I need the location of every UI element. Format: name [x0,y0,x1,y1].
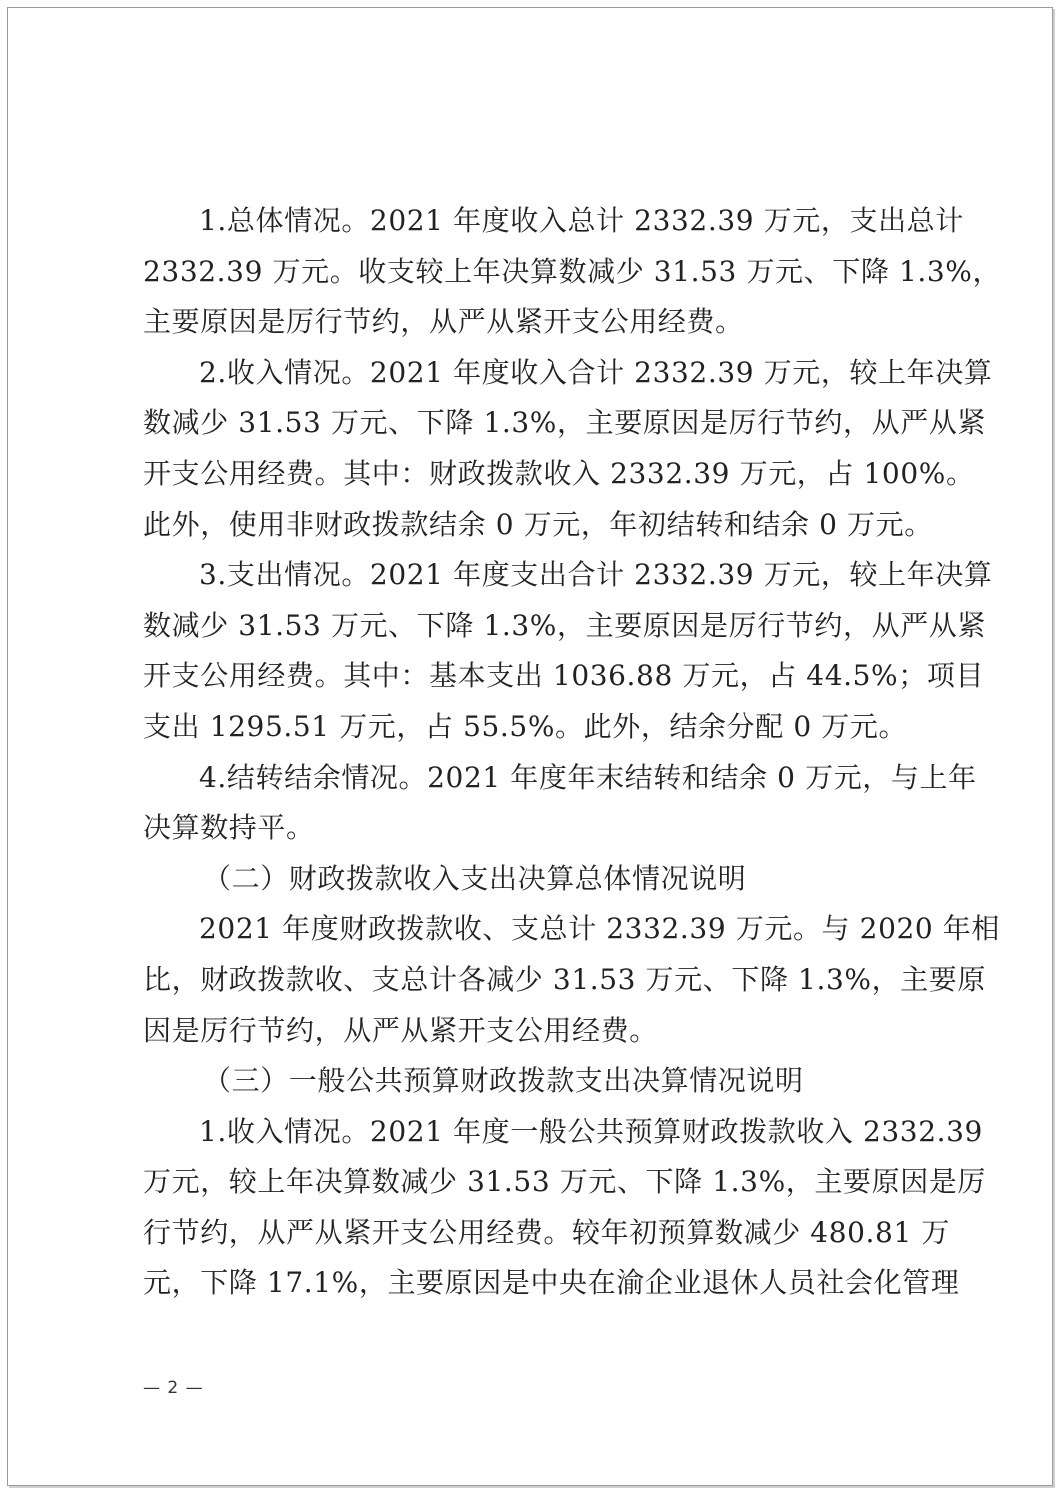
paragraph-line: 元，下降 17.1%，主要原因是中央在渝企业退休人员社会化管理 [143,1266,960,1300]
paragraph-line: 万元，较上年决算数减少 31.53 万元、下降 1.3%，主要原因是厉 [143,1165,986,1199]
paragraph-line: 3.支出情况。2021 年度支出合计 2332.39 万元，较上年决算 [199,558,993,592]
section-heading: （二）财政拨款收入支出决算总体情况说明 [203,861,747,895]
document-body [143,196,1002,1309]
paragraph-line: 主要原因是厉行节约，从严从紧开支公用经费。 [143,305,744,339]
paragraph-line: 行节约，从严从紧开支公用经费。较年初预算数减少 480.81 万 [143,1215,950,1249]
page-number: — 2 — [143,1378,204,1398]
paragraph-line: 2.收入情况。2021 年度收入合计 2332.39 万元，较上年决算 [199,355,993,389]
paragraph-line: 比，财政拨款收、支总计各减少 31.53 万元、下降 1.3%，主要原 [143,962,986,996]
paragraph-line: 2332.39 万元。收支较上年决算数减少 31.53 万元、下降 1.3%， [143,254,1002,288]
paragraph-line: 1.收入情况。2021 年度一般公共预算财政拨款收入 2332.39 [199,1114,983,1148]
paragraph-line: 数减少 31.53 万元、下降 1.3%，主要原因是厉行节约，从严从紧 [143,608,986,642]
paragraph-line: 开支公用经费。其中：财政拨款收入 2332.39 万元，占 100%。 [143,456,975,490]
paragraph-line: 决算数持平。 [143,811,315,845]
paragraph-line: 2021 年度财政拨款收、支总计 2332.39 万元。与 2020 年相 [199,912,1001,946]
paragraph-line: 1.总体情况。2021 年度收入总计 2332.39 万元，支出总计 [199,204,964,237]
paragraph-line: 支出 1295.51 万元，占 55.5%。此外，结余分配 0 万元。 [143,709,908,743]
paragraph-line: 4.结转结余情况。2021 年度年末结转和结余 0 万元，与上年 [199,760,977,794]
section-heading: （三）一般公共预算财政拨款支出决算情况说明 [203,1064,804,1098]
paragraph-line: 数减少 31.53 万元、下降 1.3%，主要原因是厉行节约，从严从紧 [143,406,986,440]
paragraph-line: 因是厉行节约，从严从紧开支公用经费。 [143,1013,658,1047]
paragraph-line: 开支公用经费。其中：基本支出 1036.88 万元，占 44.5%；项目 [143,659,985,693]
paragraph-line: 此外，使用非财政拨款结余 0 万元，年初结转和结余 0 万元。 [143,507,933,541]
